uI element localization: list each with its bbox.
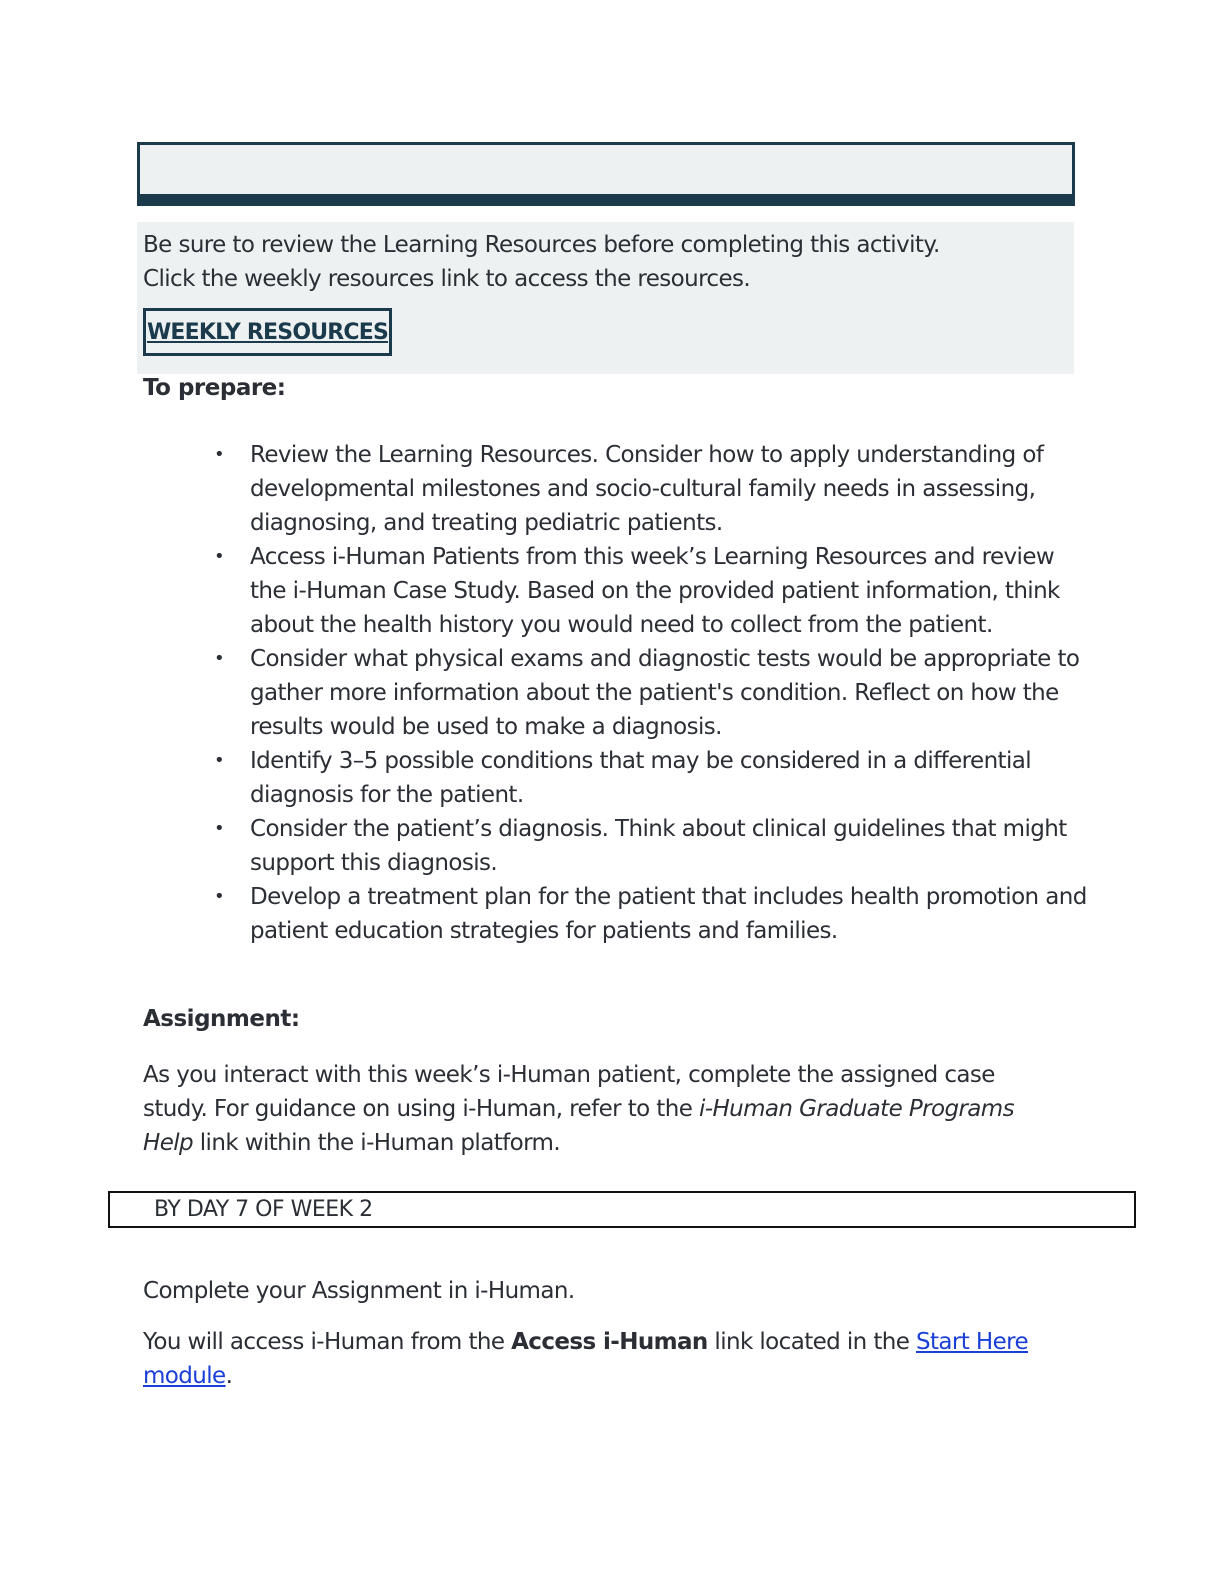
- list-item: • Consider the patient’s diagnosis. Think about clinical guidelines that might support this diagnosis.: [214, 812, 1094, 880]
- list-item: • Review the Learning Resources. Consider how to apply understanding of developmental milestones and socio-cultural family needs in assessing, diagnosing, and treating pediatric patients.: [214, 438, 1094, 540]
- bullet-icon: •: [214, 818, 225, 839]
- access-ihuman-label: Access i-Human: [511, 1329, 708, 1355]
- prepare-list: [214, 438, 1094, 948]
- resources-line-2: Click the weekly resources link to access the resources.: [143, 266, 751, 292]
- assignment-text: As you interact with this week’s i-Human patient, complete the assigned case study. For guidance on using i-Human, refer to the i-Human Graduate Programs Help link within the i-Human platform.: [143, 1062, 1014, 1156]
- bullet-icon: •: [214, 886, 225, 907]
- to-prepare-heading: To prepare:: [143, 375, 286, 401]
- start-here-module-link[interactable]: Start Here module: [143, 1329, 1029, 1389]
- access-instruction: You will access i-Human from the Access i-Human link located in the Start Here module.: [143, 1329, 1029, 1389]
- assignment-heading: Assignment:: [143, 1006, 300, 1032]
- bullet-icon: •: [214, 648, 225, 669]
- deadline-banner: BY DAY 7 OF WEEK 2: [108, 1191, 1136, 1228]
- list-item: • Identify 3–5 possible conditions that may be considered in a differential diagnosis for the patient.: [214, 744, 1094, 812]
- bullet-icon: •: [214, 546, 225, 567]
- help-link-title: i-Human Graduate Programs Help: [143, 1096, 1014, 1156]
- resources-line-1: Be sure to review the Learning Resources before completing this activity.: [143, 232, 940, 258]
- list-item: • Develop a treatment plan for the patient that includes health promotion and patient education strategies for patients and families.: [214, 880, 1094, 948]
- bullet-icon: •: [214, 444, 225, 465]
- bullet-icon: •: [214, 750, 225, 771]
- weekly-resources-button[interactable]: [143, 308, 392, 356]
- complete-instruction: Complete your Assignment in i-Human.: [143, 1278, 575, 1304]
- weekly-resources-label: WEEKLY RESOURCES: [146, 319, 389, 345]
- list-item: • Consider what physical exams and diagnostic tests would be appropriate to gather more information about the patient's condition. Reflect on how the results would be used to make a diagnosis.: [214, 642, 1094, 744]
- list-item: • Access i-Human Patients from this week’s Learning Resources and review the i-Human Case Study. Based on the provided patient information, think about the health history you would need to collect from the patient.: [214, 540, 1094, 642]
- title-banner: [137, 142, 1075, 206]
